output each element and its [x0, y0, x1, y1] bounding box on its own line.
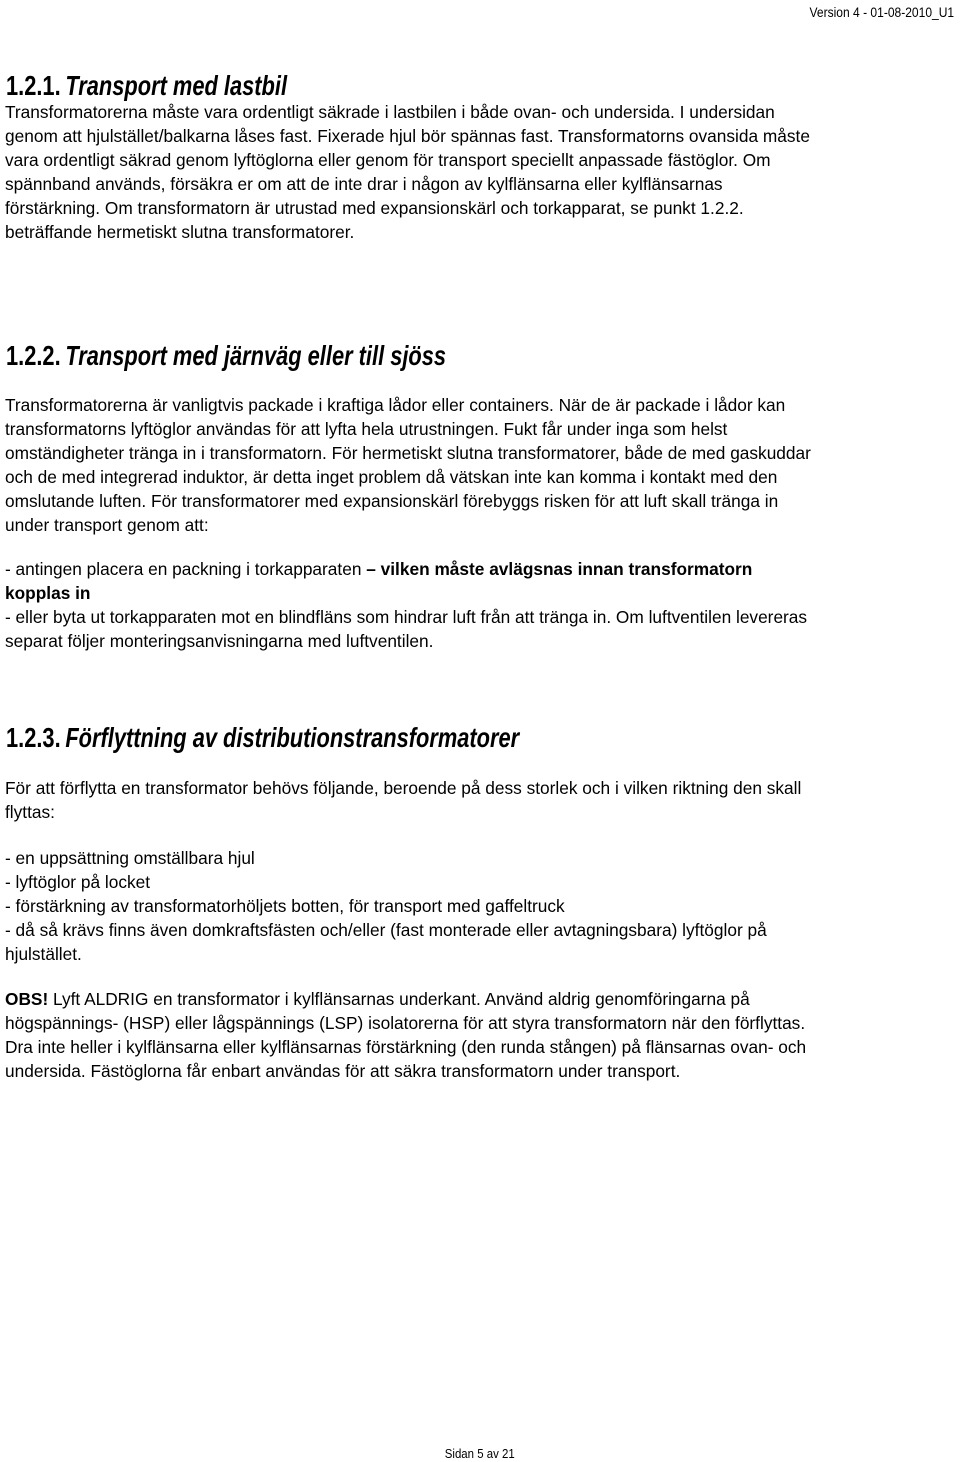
list-item-continuation — [5, 581, 955, 605]
paragraph-line: flyttas: — [5, 802, 55, 822]
section-1-2-2-body — [5, 393, 955, 537]
section-title: Förflyttning av distributionstransformatorer — [65, 722, 520, 753]
list-item-continuation: separat följer monteringsanvisningarna med luftventilen. — [5, 631, 434, 651]
obs-label: OBS! — [5, 989, 49, 1009]
list-item-emphasis: kopplas in — [5, 583, 91, 603]
section-heading-1-2-1 — [6, 70, 287, 102]
paragraph-line: genom att hjulstället/balkarna låses fast. Fixerade hjul bör spännas fast. Transformatorns ovansida måste — [5, 126, 810, 146]
list-item: - eller byta ut torkapparaten mot en blindfläns som hindrar luft från att tränga in. Om luftventilen levereras — [5, 607, 808, 627]
paragraph-line: under transport genom att: — [5, 515, 209, 535]
paragraph-line: Transformatorerna är vanligtvis packade i kraftiga lådor eller containers. När de är packade i lådor kan — [5, 395, 786, 415]
list-item-emphasis: – vilken måste avlägsnas innan transformatorn — [366, 559, 753, 579]
list-item: - en uppsättning omställbara hjul — [5, 848, 255, 868]
paragraph-line: omständigheter tränga in i transformatorn. För hermetiskt slutna transformatorer, både de med gaskuddar — [5, 443, 811, 463]
obs-line: högspännings- (HSP) eller lågspännings (LSP) isolatorerna för att styra transformatorn när den förflyttas. — [5, 1013, 806, 1033]
list-item — [5, 557, 955, 581]
paragraph-line: beträffande hermetiskt slutna transformatorer. — [5, 222, 355, 242]
section-1-2-3-list — [5, 846, 955, 966]
page-number: Sidan 5 av 21 — [445, 1446, 515, 1461]
page-footer — [0, 1446, 960, 1461]
list-item: - då så krävs finns även domkraftsfästen och/eller (fast monterade eller avtagningsbara) lyftöglor på — [5, 920, 767, 940]
obs-line: Dra inte heller i kylflänsarna eller kylflänsarnas förstärkning (den runda stången) på flänsarnas ovan- och — [5, 1037, 807, 1057]
section-number: 1.2.3. — [6, 722, 61, 753]
list-item-text: - antingen placera en packning i torkapparaten — [5, 559, 367, 579]
paragraph-line: Transformatorerna måste vara ordentligt säkrade i lastbilen i både ovan- och undersida. I undersidan — [5, 102, 775, 122]
obs-line — [5, 987, 955, 1011]
list-item: - förstärkning av transformatorhöljets botten, för transport med gaffeltruck — [5, 896, 565, 916]
paragraph-line: förstärkning. Om transformatorn är utrustad med expansionskärl och torkapparat, se punkt 1.2.2. — [5, 198, 744, 218]
section-heading-1-2-2 — [6, 340, 446, 372]
paragraph-line: transformatorns lyftöglor användas för att lyfta hela utrustningen. Fukt får under inga som helst — [5, 419, 728, 439]
paragraph-line: spännband används, försäkra er om att de inte drar i någon av kylflänsarna eller kylflänsarnas — [5, 174, 723, 194]
section-heading-1-2-3 — [6, 722, 519, 754]
paragraph-line: omslutande luften. För transformatorer med expansionskärl förebyggs risken för att luft skall tränga in — [5, 491, 779, 511]
section-1-2-3-intro — [5, 776, 955, 824]
section-number: 1.2.2. — [6, 340, 61, 371]
paragraph-line: vara ordentligt säkrad genom lyftöglorna eller genom för transport speciellt anpassade fästöglor. Om — [5, 150, 771, 170]
section-1-2-2-list — [5, 557, 955, 653]
obs-text: Lyft ALDRIG en transformator i kylflänsarnas underkant. Använd aldrig genomföringarna på — [48, 989, 750, 1009]
section-number: 1.2.1. — [6, 70, 61, 101]
section-title: Transport med järnväg eller till sjöss — [65, 340, 447, 371]
document-version: Version 4 - 01-08-2010_U1 — [809, 4, 954, 20]
list-item: - lyftöglor på locket — [5, 872, 151, 892]
section-title: Transport med lastbil — [65, 70, 288, 101]
paragraph-line: För att förflytta en transformator behövs följande, beroende på dess storlek och i vilken riktning den skall — [5, 778, 802, 798]
obs-line: undersida. Fästöglorna får enbart användas för att säkra transformatorn under transport. — [5, 1061, 681, 1081]
list-item-continuation: hjulstället. — [5, 944, 82, 964]
section-1-2-1-body — [5, 100, 955, 244]
obs-warning — [5, 987, 955, 1083]
paragraph-line: och de med integrerad induktor, är detta inget problem då vätskan inte kan komma i kontakt med den — [5, 467, 778, 487]
